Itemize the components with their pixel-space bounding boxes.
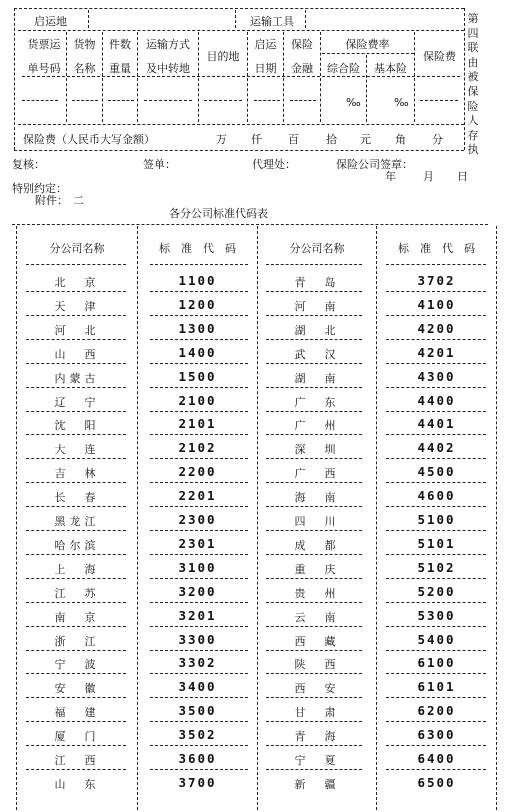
- attachment-label: 附件：: [35, 194, 68, 207]
- review-label: 复核：: [12, 158, 45, 171]
- table-cell-name-right: 西 安: [294, 682, 340, 696]
- table-cell-name-left: 安 徽: [54, 682, 100, 696]
- header-name-right: 分公司名称: [289, 242, 345, 255]
- row-separator: [26, 291, 126, 292]
- special-terms-label: 特别约定：: [12, 182, 67, 195]
- table-cell-name-right: 新 疆: [294, 777, 340, 791]
- company-sign-label: 保险公司签章：: [336, 158, 413, 171]
- row-separator: [386, 315, 486, 316]
- transport-divider: [235, 10, 236, 28]
- table-cell-code-right: 5200: [417, 583, 456, 599]
- code-table-title: 各分公司标准代码表: [169, 207, 268, 220]
- table-cell-code-right: 4200: [417, 320, 456, 336]
- row-separator: [150, 650, 248, 651]
- date-month: 月: [423, 170, 434, 183]
- code-table-right-border: [496, 226, 497, 810]
- row-separator: [266, 363, 362, 364]
- row-separator: [266, 721, 362, 722]
- body-dash-8: [420, 100, 458, 101]
- row-separator: [386, 626, 486, 627]
- row-separator: [386, 745, 486, 746]
- start-date-label-bottom: 日期: [254, 62, 277, 75]
- row-separator: [266, 387, 362, 388]
- unit-qian: 仟: [251, 133, 262, 146]
- transport-label: 运输工具: [250, 15, 294, 28]
- row-separator: [266, 673, 362, 674]
- table-cell-code-left: 1400: [178, 344, 217, 360]
- table-cell-code-left: 2300: [178, 512, 217, 527]
- body-dash-2: [72, 100, 98, 101]
- table-cell-name-right: 广 州: [294, 419, 340, 433]
- row-separator: [150, 626, 248, 627]
- form-left-border: [14, 8, 15, 150]
- row-separator: [150, 721, 248, 722]
- date-year: 年: [385, 170, 396, 183]
- table-cell-name-left: 南 京: [54, 610, 100, 624]
- unit-wan: 万: [216, 133, 227, 146]
- table-cell-code-left: 2102: [178, 440, 217, 456]
- table-cell-name-right: 湖 南: [294, 371, 340, 385]
- row-separator: [386, 458, 486, 459]
- row-separator: [150, 554, 248, 555]
- row-separator: [266, 482, 362, 483]
- table-cell-code-right: 6200: [417, 703, 456, 719]
- table-cell-code-right: 5400: [417, 631, 456, 647]
- row-separator: [150, 578, 248, 579]
- row-separator: [386, 530, 486, 531]
- row-separator: [266, 554, 362, 555]
- origin-label: 启运地: [34, 15, 67, 28]
- premium-words-label: 保险费（人民币大写金额）: [23, 133, 155, 146]
- row-separator: [26, 769, 126, 770]
- table-cell-name-right: 青 岛: [294, 276, 340, 289]
- permille-sign-2: ‰: [394, 96, 409, 109]
- table-cell-code-left: 1100: [178, 273, 217, 288]
- row-separator: [26, 387, 126, 388]
- unit-fen: 分: [432, 133, 443, 146]
- row-separator: [26, 339, 126, 340]
- premium-label: 保险费: [423, 50, 456, 63]
- table-cell-name-left: 江 苏: [54, 586, 100, 600]
- table-cell-name-right: 广 西: [294, 467, 340, 481]
- row-separator: [386, 434, 486, 435]
- table-cell-name-left: 福 建: [54, 706, 100, 720]
- invoice-no-label-bottom: 单号码: [27, 62, 61, 75]
- row-separator: [266, 506, 362, 507]
- table-cell-code-right: 6100: [417, 655, 456, 671]
- table-cell-name-right: 成 都: [294, 538, 340, 552]
- header-underline: [26, 264, 126, 265]
- row-separator: [150, 339, 248, 340]
- destination-label: 目的地: [206, 50, 240, 63]
- row-separator: [386, 554, 486, 555]
- row-separator: [266, 626, 362, 627]
- code-table-top-border: [12, 224, 488, 225]
- row-separator: [26, 434, 126, 435]
- table-cell-name-right: 甘 肃: [294, 706, 340, 720]
- table-cell-name-right: 武 汉: [294, 347, 340, 361]
- table-cell-code-right: 4201: [417, 344, 456, 360]
- row-separator: [150, 315, 248, 316]
- invoice-no-label-top: 货票运: [27, 38, 61, 51]
- table-cell-name-right: 广 东: [294, 395, 340, 409]
- row-separator: [386, 721, 486, 722]
- table-cell-code-right: 4600: [417, 488, 456, 504]
- table-cell-name-left: 宁 波: [54, 658, 100, 672]
- row-separator: [26, 315, 126, 316]
- table-cell-code-right: 4402: [417, 440, 456, 456]
- rate-basic-label: 基本险: [374, 62, 407, 75]
- table-cell-code-left: 3400: [178, 679, 217, 695]
- row-separator: [26, 411, 126, 412]
- table-cell-code-right: 3702: [417, 273, 456, 288]
- table-cell-name-left: 沈 阳: [54, 419, 100, 433]
- table-cell-code-left: 3201: [178, 607, 217, 623]
- table-cell-name-left: 黑龙江: [54, 515, 100, 528]
- row-separator: [26, 602, 126, 603]
- row-separator: [386, 339, 486, 340]
- table-cell-code-left: 3502: [178, 727, 217, 743]
- header-name-left: 分公司名称: [49, 242, 105, 255]
- row-separator: [266, 578, 362, 579]
- table-cell-name-left: 厦 门: [54, 730, 100, 744]
- table-cell-code-left: 3100: [178, 559, 217, 575]
- table-cell-code-right: 4500: [417, 464, 456, 480]
- table-cell-name-right: 陕 西: [294, 658, 340, 672]
- row-separator: [150, 602, 248, 603]
- table-cell-code-right: 5300: [417, 607, 456, 623]
- pieces-label-bottom: 重量: [109, 62, 131, 75]
- table-cell-code-right: 6300: [417, 727, 456, 743]
- row-separator: [26, 530, 126, 531]
- table-cell-code-right: 4401: [417, 416, 456, 432]
- table-cell-name-right: 云 南: [294, 610, 340, 624]
- unit-yuan: 元: [360, 133, 371, 146]
- table-cell-name-left: 北 京: [54, 276, 100, 289]
- transport-end-divider: [305, 10, 306, 28]
- table-cell-name-left: 辽 宁: [54, 395, 100, 409]
- row-separator: [266, 411, 362, 412]
- table-cell-name-right: 宁 夏: [294, 754, 340, 767]
- row-separator: [26, 506, 126, 507]
- form-right-border: [464, 8, 465, 150]
- row-separator: [386, 291, 486, 292]
- row-separator: [150, 745, 248, 746]
- body-dash-3: [108, 100, 134, 101]
- row-separator: [150, 291, 248, 292]
- table-cell-code-left: 2101: [178, 416, 217, 432]
- table-cell-code-right: 4400: [417, 392, 456, 408]
- header-code-left: 标 准 代 码: [159, 242, 236, 255]
- rate-label: 保险费率: [345, 38, 390, 51]
- row-separator: [386, 482, 486, 483]
- form-header-divider: [18, 30, 464, 31]
- row-separator: [26, 721, 126, 722]
- table-cell-code-right: 4100: [417, 296, 456, 312]
- row-separator: [386, 578, 486, 579]
- table-cell-name-left: 哈尔滨: [54, 538, 100, 552]
- table-body-dash-a: [22, 76, 460, 77]
- row-separator: [150, 387, 248, 388]
- table-cell-name-right: 青 海: [294, 730, 340, 744]
- row-separator: [26, 673, 126, 674]
- table-cell-name-left: 浙 江: [54, 634, 100, 648]
- mode-label-top: 运输方式: [146, 38, 190, 51]
- row-separator: [26, 745, 126, 746]
- table-cell-code-left: 3200: [178, 583, 217, 599]
- table-cell-name-right: 湖 北: [294, 323, 340, 337]
- table-cell-code-left: 2200: [178, 464, 217, 480]
- copy-side-label: 第四联由被保险人存执: [467, 12, 479, 157]
- table-cell-code-left: 2100: [178, 392, 217, 408]
- table-cell-name-right: 贵 州: [294, 586, 340, 600]
- row-separator: [386, 363, 486, 364]
- row-separator: [386, 387, 486, 388]
- table-cell-code-right: 5102: [417, 559, 456, 575]
- row-separator: [26, 363, 126, 364]
- row-separator: [386, 411, 486, 412]
- table-cell-name-right: 河 南: [294, 299, 340, 313]
- header-underline: [266, 264, 362, 265]
- agent-label: 代理处：: [252, 158, 296, 171]
- row-separator: [266, 315, 362, 316]
- table-cell-code-right: 6500: [417, 774, 456, 790]
- row-separator: [266, 745, 362, 746]
- row-separator: [266, 697, 362, 698]
- table-cell-code-left: 3300: [178, 631, 217, 647]
- table-cell-code-left: 3302: [178, 655, 217, 671]
- table-cell-name-left: 江 西: [54, 754, 100, 767]
- row-separator: [150, 506, 248, 507]
- table-cell-code-left: 2201: [178, 488, 217, 504]
- table-cell-code-left: 3700: [178, 774, 217, 790]
- row-separator: [266, 291, 362, 292]
- header-underline: [386, 264, 486, 265]
- row-separator: [386, 650, 486, 651]
- row-separator: [266, 530, 362, 531]
- unit-jiao: 角: [395, 133, 406, 146]
- table-cell-code-left: 1200: [178, 296, 217, 312]
- table-cell-code-left: 1500: [178, 368, 217, 384]
- amount-label-bottom: 金融: [291, 62, 313, 75]
- row-separator: [266, 339, 362, 340]
- row-separator: [386, 697, 486, 698]
- table-cell-name-left: 吉 林: [54, 467, 100, 481]
- body-dash-6: [254, 100, 280, 101]
- header-underline: [150, 264, 248, 265]
- table-cell-name-left: 内蒙古: [54, 371, 100, 385]
- table-cell-code-left: 3600: [178, 751, 217, 766]
- row-separator: [26, 578, 126, 579]
- origin-divider: [88, 10, 89, 28]
- body-dash-7: [290, 100, 316, 101]
- row-separator: [266, 650, 362, 651]
- row-separator: [26, 626, 126, 627]
- row-separator: [150, 530, 248, 531]
- table-cell-name-left: 大 连: [54, 443, 100, 457]
- row-separator: [150, 458, 248, 459]
- row-separator: [386, 673, 486, 674]
- attachment-value: 二: [73, 194, 84, 207]
- table-cell-code-right: 6101: [417, 679, 456, 695]
- start-date-label-top: 启运: [254, 38, 277, 51]
- row-separator: [150, 697, 248, 698]
- row-separator: [150, 434, 248, 435]
- row-separator: [266, 458, 362, 459]
- unit-bai: 百: [288, 133, 299, 146]
- date-day: 日: [457, 170, 468, 183]
- table-cell-name-left: 山 东: [54, 777, 100, 791]
- table-cell-code-right: 4300: [417, 368, 456, 384]
- permille-sign-1: ‰: [346, 96, 361, 109]
- table-cell-code-right: 5100: [417, 512, 456, 527]
- table-cell-name-right: 深 圳: [294, 443, 340, 457]
- table-cell-code-left: 3500: [178, 703, 217, 719]
- unit-shi: 拾: [326, 133, 337, 146]
- body-dash-1: [22, 100, 58, 101]
- table-cell-name-left: 天 津: [54, 299, 100, 313]
- table-cell-name-right: 海 南: [294, 491, 340, 505]
- mode-label-bottom: 及中转地: [146, 62, 190, 75]
- table-cell-name-right: 四 川: [294, 515, 340, 528]
- goods-label-bottom: 名称: [73, 62, 96, 75]
- row-separator: [26, 650, 126, 651]
- table-cell-name-left: 河 北: [54, 323, 100, 337]
- row-separator: [266, 602, 362, 603]
- table-cell-name-right: 重 庆: [294, 562, 340, 576]
- row-separator: [386, 769, 486, 770]
- row-separator: [266, 769, 362, 770]
- form-top-border: [14, 8, 464, 9]
- table-cell-code-right: 6400: [417, 751, 456, 766]
- row-separator: [26, 482, 126, 483]
- rate-divider: [322, 53, 414, 54]
- pieces-label-top: 件数: [109, 38, 131, 51]
- table-cell-name-left: 上 海: [54, 562, 100, 576]
- table-cell-code-left: 1300: [178, 320, 217, 336]
- table-cell-name-left: 长 春: [54, 491, 100, 505]
- row-separator: [150, 482, 248, 483]
- body-dash-5: [204, 100, 242, 101]
- amount-label-top: 保险: [291, 38, 313, 51]
- body-dash-4: [144, 100, 192, 101]
- table-cell-name-right: 西 藏: [294, 634, 340, 648]
- row-separator: [26, 554, 126, 555]
- row-separator: [386, 506, 486, 507]
- row-separator: [150, 363, 248, 364]
- row-separator: [150, 411, 248, 412]
- table-cell-name-left: 山 西: [54, 347, 100, 361]
- goods-label-top: 货物: [73, 38, 96, 51]
- row-separator: [26, 458, 126, 459]
- rate-comprehensive-label: 综合险: [327, 62, 360, 75]
- row-separator: [386, 602, 486, 603]
- table-cell-code-left: 2301: [178, 535, 217, 551]
- row-separator: [150, 673, 248, 674]
- row-separator: [266, 434, 362, 435]
- header-code-right: 标 准 代 码: [398, 242, 475, 255]
- row-separator: [150, 769, 248, 770]
- premium-row-top: [18, 124, 464, 125]
- row-separator: [26, 697, 126, 698]
- col-divider-4: [198, 32, 199, 122]
- sign-label: 签单：: [143, 158, 176, 171]
- col-divider-9: [414, 32, 415, 122]
- form-bottom-border: [14, 150, 464, 151]
- table-cell-code-right: 5101: [417, 535, 456, 551]
